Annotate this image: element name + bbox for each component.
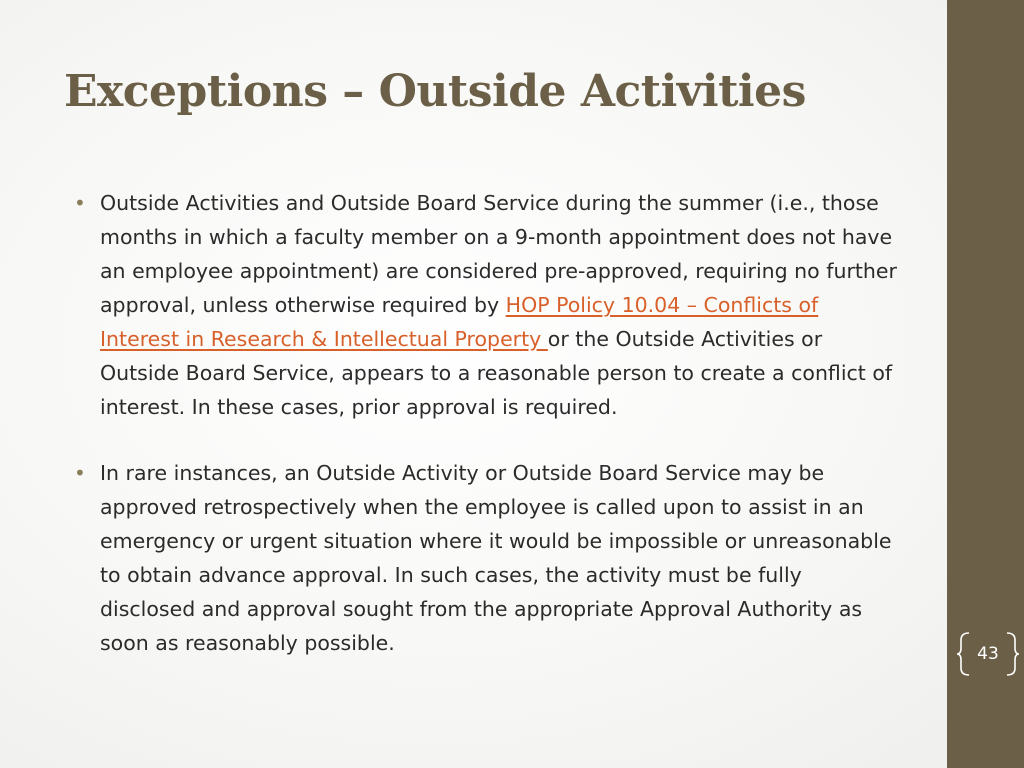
- slide-body: [72, 186, 902, 660]
- slide-title: Exceptions – Outside Activities: [64, 66, 806, 117]
- bullet-icon: •: [74, 461, 86, 485]
- bullet-2-text: In rare instances, an Outside Activity or Outside Board Service may be approved retrospectively when the employee is called upon to assist in an emergency or urgent situation where it would be impossible or unreasonable to obtain advance approval. In such cases, the activity must be fully disclosed and approval sought from the appropriate Approval Authority as soon as reasonably possible.: [100, 461, 892, 655]
- bullet-icon: •: [74, 191, 86, 215]
- bullet-1-text-after-link: or the Outside Activities or Outside Board Service, appears to a reasonable person to create a conflict of interest. In these cases, prior approval is required.: [100, 327, 893, 419]
- bullet-item-2: [72, 456, 902, 660]
- page-number-badge: [957, 630, 1019, 678]
- bullet-item-1: [72, 186, 902, 424]
- bullet-1-text-before-link: Outside Activities and Outside Board Service during the summer (i.e., those months in which a faculty member on a 9-month appointment does not have an employee appointment) are considered pre-approved, requiring no further approval, unless otherwise required by: [100, 191, 897, 317]
- page-number: 43: [977, 644, 999, 664]
- hop-policy-link[interactable]: HOP Policy 10.04 – Conflicts of Interest in Research & Intellectual Property: [100, 293, 819, 351]
